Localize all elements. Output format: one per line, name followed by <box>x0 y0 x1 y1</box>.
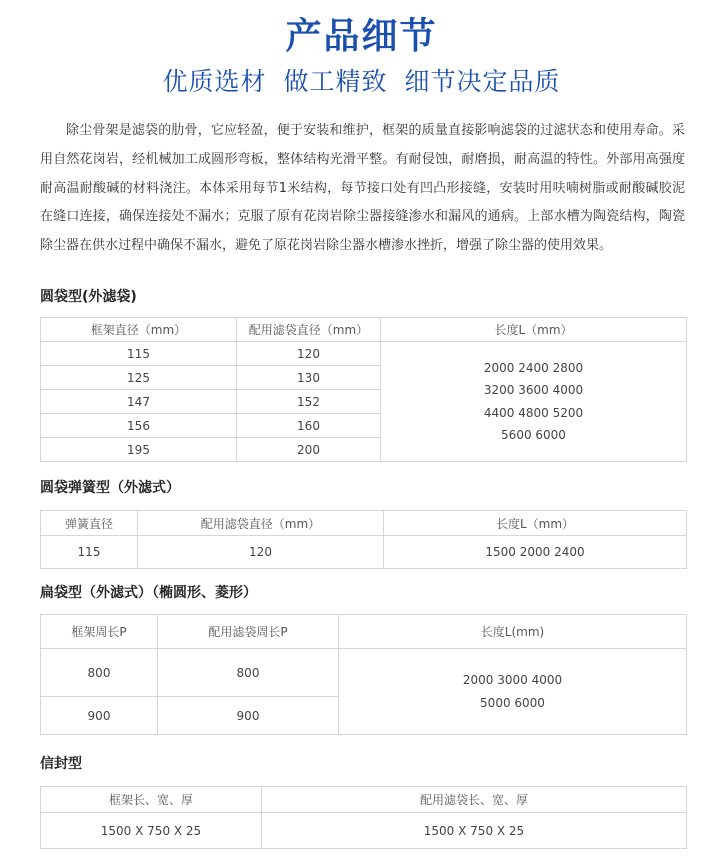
table-cell: 200 <box>237 438 381 462</box>
length-line: 4400 4800 5200 <box>483 405 584 420</box>
spring-bag-table <box>40 510 687 569</box>
table-header-row <box>41 787 687 813</box>
table-header-cell: 配用滤袋周长P <box>158 615 339 649</box>
envelope-table <box>40 786 687 849</box>
table-cell: 900 <box>158 697 339 735</box>
table-header-row <box>41 318 687 342</box>
table-header-cell: 配用滤袋直径（mm） <box>138 511 384 536</box>
length-line: 5000 6000 <box>480 695 545 710</box>
table-header-cell: 配用滤袋直径（mm） <box>237 318 381 342</box>
table-cell: 147 <box>41 390 237 414</box>
table-header-cell: 框架周长P <box>41 615 158 649</box>
length-line: 5600 6000 <box>501 428 566 442</box>
table-cell: 115 <box>41 536 138 569</box>
table-cell: 152 <box>237 390 381 414</box>
length-line: 3200 3600 4000 <box>483 383 584 397</box>
table-header-cell: 长度L（mm） <box>384 511 687 536</box>
table-row <box>41 813 687 849</box>
table-header-row <box>41 511 687 536</box>
section-title-flat-bag: 扁袋型（外滤式）（椭圆形、菱形） <box>40 585 257 601</box>
section-title-round-bag: 圆袋型(外滤袋) <box>40 289 137 305</box>
length-cell <box>381 342 687 462</box>
table-cell: 800 <box>158 649 339 697</box>
table-cell: 195 <box>41 438 237 462</box>
table-cell: 120 <box>237 342 381 366</box>
round-bag-table <box>40 317 687 462</box>
table-header-cell: 长度L(mm) <box>339 615 687 649</box>
section-title-envelope: 信封型 <box>40 756 82 772</box>
table-cell: 120 <box>138 536 384 569</box>
page-subtitle: 优质选材 做工精致 细节决定品质 <box>162 67 561 96</box>
table-cell: 156 <box>41 414 237 438</box>
table-header-cell: 弹簧直径 <box>41 511 138 536</box>
table-cell: 1500 2000 2400 <box>384 536 687 569</box>
table-row <box>41 342 687 366</box>
page-title: 产品细节 <box>285 16 438 57</box>
table-header-cell: 框架长、宽、厚 <box>41 787 262 813</box>
table-cell: 900 <box>41 697 158 735</box>
table-row <box>41 536 687 569</box>
table-row <box>41 649 687 697</box>
table-cell: 115 <box>41 342 237 366</box>
table-header-cell: 长度L（mm） <box>381 318 687 342</box>
length-line: 2000 3000 4000 <box>462 673 563 687</box>
table-cell: 160 <box>237 414 381 438</box>
section-title-spring-bag: 圆袋弹簧型（外滤式） <box>40 480 180 496</box>
table-cell: 130 <box>237 366 381 390</box>
table-header-row <box>41 615 687 649</box>
flat-bag-table <box>40 614 687 735</box>
length-line: 2000 2400 2800 <box>483 360 584 375</box>
table-cell: 800 <box>41 649 158 697</box>
table-cell: 125 <box>41 366 237 390</box>
table-cell: 1500 X 750 X 25 <box>262 813 687 849</box>
table-header-cell: 配用滤袋长、宽、厚 <box>262 787 687 813</box>
table-cell: 1500 X 750 X 25 <box>41 813 262 849</box>
intro-paragraph: 除尘骨架是滤袋的肋骨，它应轻盈，便于安装和维护，框架的质量直接影响滤袋的过滤状态和使用寿命。采用自然花岗岩，经机械加工成圆形弯板，整体结构光滑平整。有耐侵蚀，耐磨损，耐高温的特性。外部用高强度耐高温耐酸碱的材料浇注。本体采用每节1米结构，每节接口处有凹凸形接缝，安装时用呋喃树脂或耐酸碱胶泥在缝口连接，确保连接处不漏水；克服了原有花岗岩除尘器接缝渗水和漏风的通病。上部水槽为陶瓷结构，陶瓷除尘器在供水过程中确保不漏水，避免了原花岗岩除尘器水槽渗水挫折，增强了除尘器的使用效果。 <box>40 123 685 254</box>
table-header-cell: 框架直径（mm） <box>41 318 237 342</box>
length-cell <box>339 649 687 735</box>
